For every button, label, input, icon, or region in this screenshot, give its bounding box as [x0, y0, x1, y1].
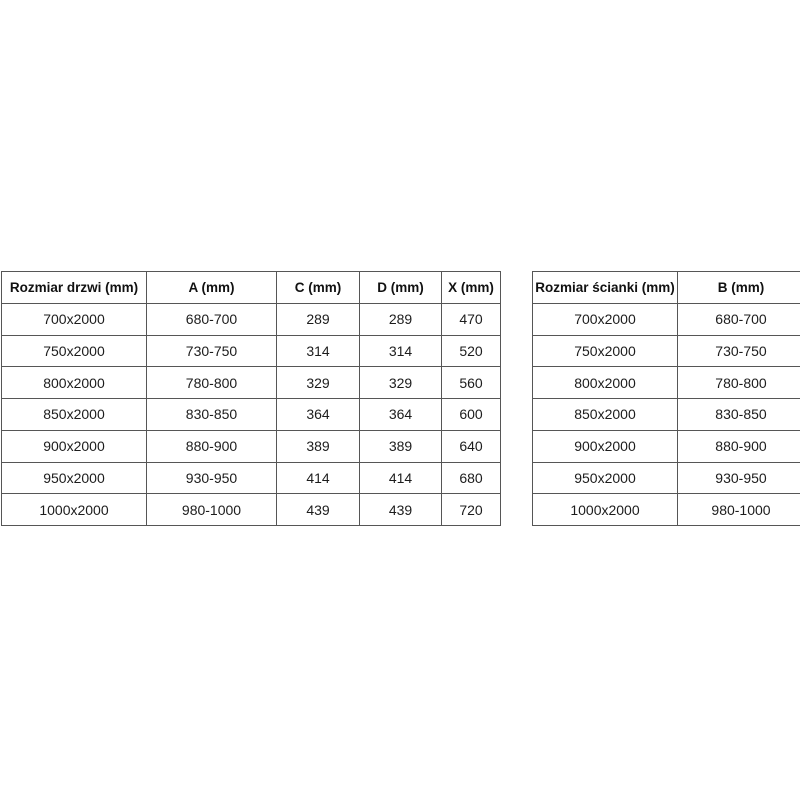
table-cell: 730-750 — [678, 335, 800, 367]
table-row — [533, 335, 800, 367]
table-cell: 850x2000 — [533, 399, 678, 431]
table-cell: 730-750 — [147, 335, 277, 367]
table-cell: 470 — [442, 303, 501, 335]
table-row — [2, 303, 501, 335]
table-cell: 830-850 — [147, 399, 277, 431]
header-cell: Rozmiar ścianki (mm) — [533, 272, 678, 304]
table-row — [533, 430, 800, 462]
table-cell: 800x2000 — [533, 367, 678, 399]
table-row — [2, 335, 501, 367]
table-row — [2, 367, 501, 399]
table-row — [533, 494, 800, 526]
table-cell: 700x2000 — [533, 303, 678, 335]
table-row — [533, 367, 800, 399]
header-row — [2, 272, 501, 304]
table-cell: 289 — [277, 303, 360, 335]
header-row — [533, 272, 800, 304]
table-cell: 750x2000 — [533, 335, 678, 367]
table-cell: 329 — [360, 367, 442, 399]
table-cell: 720 — [442, 494, 501, 526]
table-cell: 680 — [442, 462, 501, 494]
table-cell: 600 — [442, 399, 501, 431]
header-cell: B (mm) — [678, 272, 800, 304]
table-cell: 980-1000 — [678, 494, 800, 526]
table-row — [2, 399, 501, 431]
table-cell: 950x2000 — [2, 462, 147, 494]
header-cell: Rozmiar drzwi (mm) — [2, 272, 147, 304]
table-cell: 900x2000 — [2, 430, 147, 462]
table-cell: 850x2000 — [2, 399, 147, 431]
table-cell: 364 — [277, 399, 360, 431]
header-cell: X (mm) — [442, 272, 501, 304]
table-cell: 930-950 — [678, 462, 800, 494]
door-size-table — [1, 271, 501, 526]
table-cell: 780-800 — [678, 367, 800, 399]
table-cell: 439 — [360, 494, 442, 526]
table-cell: 930-950 — [147, 462, 277, 494]
table-cell: 950x2000 — [533, 462, 678, 494]
wall-size-table — [532, 271, 800, 526]
table-cell: 439 — [277, 494, 360, 526]
table-cell: 900x2000 — [533, 430, 678, 462]
table-cell: 980-1000 — [147, 494, 277, 526]
table-cell: 750x2000 — [2, 335, 147, 367]
table-cell: 830-850 — [678, 399, 800, 431]
table-cell: 1000x2000 — [533, 494, 678, 526]
header-cell: A (mm) — [147, 272, 277, 304]
table-row — [2, 462, 501, 494]
table-cell: 880-900 — [147, 430, 277, 462]
table-cell: 780-800 — [147, 367, 277, 399]
table-row — [2, 494, 501, 526]
table-cell: 329 — [277, 367, 360, 399]
table-cell: 414 — [277, 462, 360, 494]
table-cell: 289 — [360, 303, 442, 335]
table-cell: 680-700 — [678, 303, 800, 335]
table-cell: 364 — [360, 399, 442, 431]
table-cell: 520 — [442, 335, 501, 367]
table-cell: 560 — [442, 367, 501, 399]
table-cell: 700x2000 — [2, 303, 147, 335]
table-cell: 800x2000 — [2, 367, 147, 399]
table-cell: 389 — [277, 430, 360, 462]
table-cell: 314 — [277, 335, 360, 367]
table-row — [533, 399, 800, 431]
table-row — [533, 303, 800, 335]
header-cell: C (mm) — [277, 272, 360, 304]
table-cell: 389 — [360, 430, 442, 462]
header-cell: D (mm) — [360, 272, 442, 304]
table-cell: 414 — [360, 462, 442, 494]
table-cell: 680-700 — [147, 303, 277, 335]
table-row — [533, 462, 800, 494]
table-cell: 314 — [360, 335, 442, 367]
table-cell: 880-900 — [678, 430, 800, 462]
table-cell: 1000x2000 — [2, 494, 147, 526]
table-row — [2, 430, 501, 462]
table-cell: 640 — [442, 430, 501, 462]
